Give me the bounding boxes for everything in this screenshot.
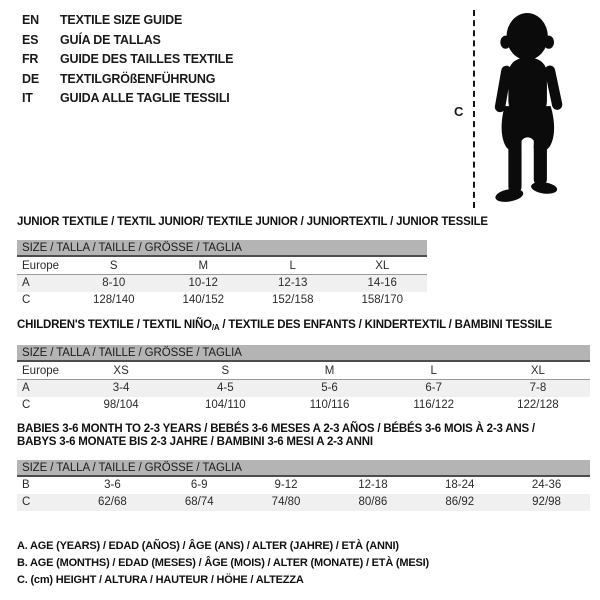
table-row-europe [17,362,590,380]
value-cell: 7-8 [529,382,547,394]
size-cell: S [109,260,118,272]
value-cell: 122/128 [517,399,559,411]
value-cell: 10-12 [188,277,218,289]
heading-subscript: /A [211,323,220,332]
value-cell: 9-12 [274,479,298,491]
table-row-age [17,275,427,292]
size-cell: L [289,260,296,272]
junior-size-table [17,240,427,309]
size-guide-content [17,0,590,589]
value-cell: 110/116 [309,399,350,411]
heading-text: CHILDREN'S TEXTILE / TEXTIL NIÑO [17,319,212,331]
value-cell: 92/98 [532,496,561,508]
table-row-age-months [17,477,590,494]
size-cell: XL [375,260,390,272]
table-header-bar: SIZE / TALLA / TAILLE / GRÖSSE / TAGLIA [17,460,590,477]
row-label: Europe [22,260,60,272]
table-header-bar: SIZE / TALLA / TAILLE / GRÖSSE / TAGLIA [17,345,590,362]
section-heading-children [17,319,590,334]
table-row-height [17,292,427,309]
table-row-height [17,494,590,511]
value-cell: 140/152 [182,294,225,306]
language-code: FR [22,52,39,66]
value-cell: 128/140 [92,294,135,306]
value-cell: 80/86 [358,496,388,508]
value-cell: 24-36 [531,479,562,491]
value-cell: 3-6 [104,479,121,491]
row-label: C [22,399,31,411]
table-row-age [17,380,590,397]
row-label: C [22,496,31,508]
size-cell: XS [113,365,129,377]
value-cell: 14-16 [367,277,397,289]
language-code: EN [22,13,39,27]
row-label: C [22,294,31,306]
heading-line-2: BABYS 3-6 MONATE BIS 2-3 JAHRE / BAMBINI 3-6 MESI A 2-3 ANNI [17,436,373,448]
value-cell: 6-7 [425,382,443,394]
section-heading-babies [17,423,590,449]
value-cell: 12-18 [358,479,388,491]
language-title: TEXTILE SIZE GUIDE [60,13,183,27]
language-code: DE [22,71,39,86]
value-cell: 4-5 [216,382,234,394]
row-label: A [22,277,30,289]
footnote-legend [17,538,590,589]
row-label: Europe [22,365,60,377]
value-cell: 104/110 [204,399,246,411]
row-label: A [22,382,30,394]
footnote-b: B. AGE (MONTHS) / EDAD (MESES) / ÂGE (MOIS) / ALTER (MONATE) / ETÀ (MESI) [17,557,429,569]
footnote-c: C. (cm) HEIGHT / ALTURA / HAUTEUR / HÖHE / ALTEZZA [17,574,304,586]
value-cell: 18-24 [445,479,475,491]
value-cell: 74/80 [271,496,301,508]
children-size-table [17,345,590,414]
size-cell: M [198,260,209,272]
heading-text: / TEXTILE DES ENFANTS / KINDERTEXTIL / BAMBINI TESSILE [219,319,552,331]
value-cell: 5-6 [321,382,338,394]
babies-size-table [17,460,590,511]
size-cell: S [221,365,230,377]
table-row-height [17,397,590,414]
value-cell: 12-13 [278,277,308,289]
size-cell: L [430,365,437,377]
language-code: ES [22,32,39,47]
language-title: GUÍA DE TALLAS [60,32,161,47]
value-cell: 86/92 [445,496,475,508]
footnote-a: A. AGE (YEARS) / EDAD (AÑOS) / ÂGE (ANS) / ALTER (JAHRE) / ETÀ (ANNI) [17,540,399,552]
value-cell: 98/104 [103,399,139,411]
value-cell: 6-9 [190,479,208,491]
table-header-bar: SIZE / TALLA / TAILLE / GRÖSSE / TAGLIA [17,240,427,257]
language-code: IT [22,91,33,105]
value-cell: 3-4 [112,382,130,394]
value-cell: 152/158 [271,294,314,306]
heading-line-1: BABIES 3-6 MONTH TO 2-3 YEARS / BEBÉS 3-6 MESES A 2-3 AÑOS / BÉBÉS 3-6 MOIS À 2-3 ANS / [17,423,535,435]
language-title: GUIDE DES TAILLES TEXTILE [60,52,234,66]
size-cell: M [324,365,335,377]
language-title: TEXTILGRÖßENFÜHRUNG [60,71,216,86]
value-cell: 116/122 [413,399,455,411]
value-cell: 62/68 [98,496,127,508]
language-title: GUIDA ALLE TAGLIE TESSILI [60,91,230,105]
size-cell: XL [530,365,545,377]
value-cell: 68/74 [184,496,214,508]
table-row-europe [17,257,427,275]
height-measure-label: C [454,104,464,119]
row-label: B [22,479,30,491]
section-heading-junior: JUNIOR TEXTILE / TEXTIL JUNIOR/ TEXTILE JUNIOR / JUNIORTEXTIL / JUNIOR TESSILE [17,216,488,228]
value-cell: 158/170 [361,294,404,306]
value-cell: 8-10 [102,277,126,289]
